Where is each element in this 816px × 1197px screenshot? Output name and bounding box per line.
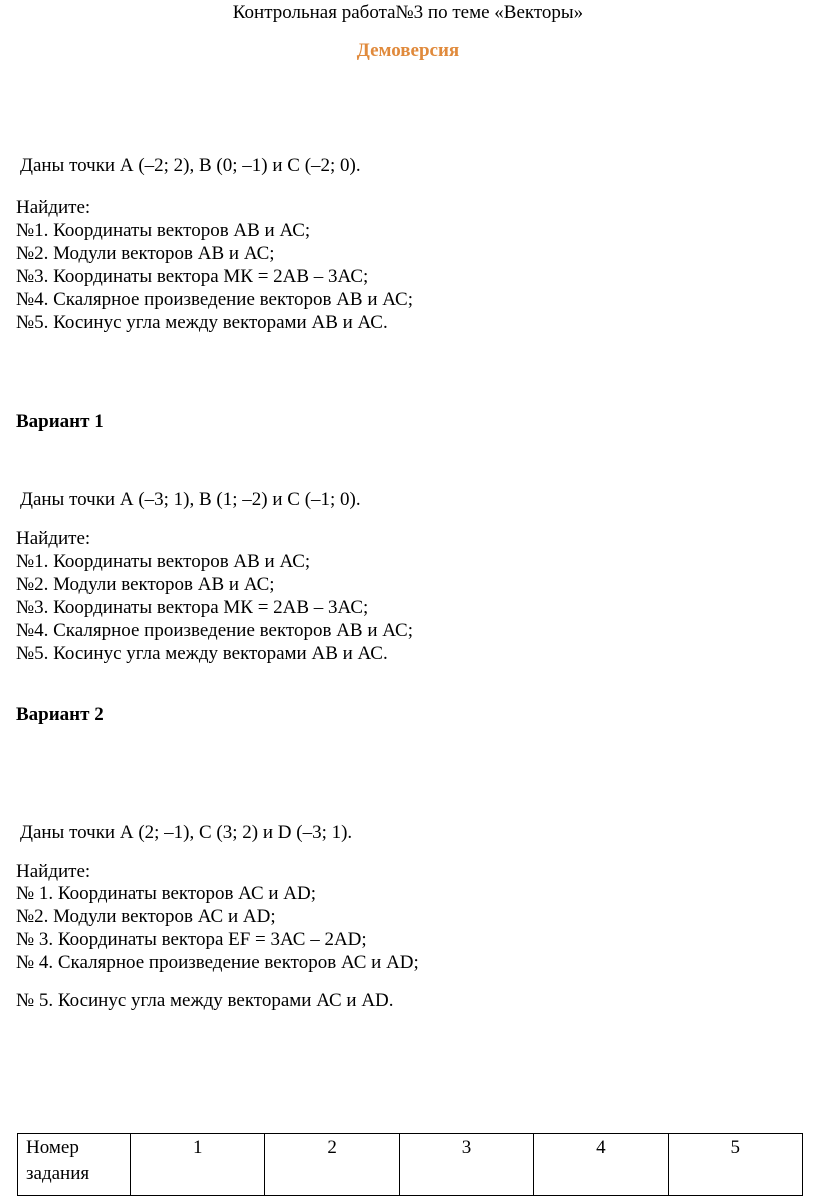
answer-table: [17, 1133, 803, 1196]
variant-2-task-2: №2. Модули векторов АС и АD;: [16, 906, 276, 927]
variant-2-heading: Вариант 2: [16, 704, 104, 725]
variant-1-find: Найдите:: [16, 528, 91, 549]
variant-2-find: Найдите:: [16, 861, 91, 882]
task-number-header: [18, 1134, 131, 1196]
variant-1-heading: Вариант 1: [16, 411, 104, 432]
variant-2-task-1: № 1. Координаты векторов АС и АD;: [16, 883, 317, 904]
demo-task-1: №1. Координаты векторов АВ и АС;: [16, 220, 311, 241]
document-subtitle: Демоверсия: [356, 40, 460, 61]
variant-1-task-3: №3. Координаты вектора МК = 2АВ – 3АС;: [16, 597, 369, 618]
answer-table-header-row: [18, 1134, 803, 1196]
task-number-4: 4: [534, 1134, 668, 1196]
demo-task-3: №3. Координаты вектора МК = 2АВ – 3АС;: [16, 266, 369, 287]
demo-given: Даны точки А (–2; 2), В (0; –1) и С (–2; 0).: [20, 155, 361, 176]
variant-2-task-3: № 3. Координаты вектора ЕF = 3АС – 2АD;: [16, 929, 367, 950]
task-number-2: 2: [265, 1134, 399, 1196]
task-number-header-line-1: Номер: [26, 1137, 79, 1158]
document-title: Контрольная работа№3 по теме «Векторы»: [232, 2, 584, 23]
variant-2-task-5: № 5. Косинус угла между векторами АС и АD.: [16, 990, 394, 1011]
variant-2-task-4: № 4. Скалярное произведение векторов АС и АD;: [16, 952, 419, 973]
task-number-1: 1: [131, 1134, 265, 1196]
demo-task-4: №4. Скалярное произведение векторов АВ и АС;: [16, 289, 413, 310]
variant-1-task-5: №5. Косинус угла между векторами АВ и АС.: [16, 643, 388, 664]
variant-1-given: Даны точки А (–3; 1), В (1; –2) и С (–1; 0).: [20, 489, 361, 510]
variant-2-given: Даны точки А (2; –1), С (3; 2) и D (–3; 1).: [20, 822, 353, 843]
task-number-header-line-2: задания: [26, 1163, 90, 1184]
task-number-5: 5: [668, 1134, 802, 1196]
demo-task-5: №5. Косинус угла между векторами АВ и АС.: [16, 312, 388, 333]
variant-1-task-4: №4. Скалярное произведение векторов АВ и АС;: [16, 620, 413, 641]
task-number-3: 3: [399, 1134, 533, 1196]
variant-1-task-1: №1. Координаты векторов АВ и АС;: [16, 551, 311, 572]
demo-task-2: №2. Модули векторов АВ и АС;: [16, 243, 275, 264]
demo-find: Найдите:: [16, 197, 91, 218]
variant-1-task-2: №2. Модули векторов АВ и АС;: [16, 574, 275, 595]
